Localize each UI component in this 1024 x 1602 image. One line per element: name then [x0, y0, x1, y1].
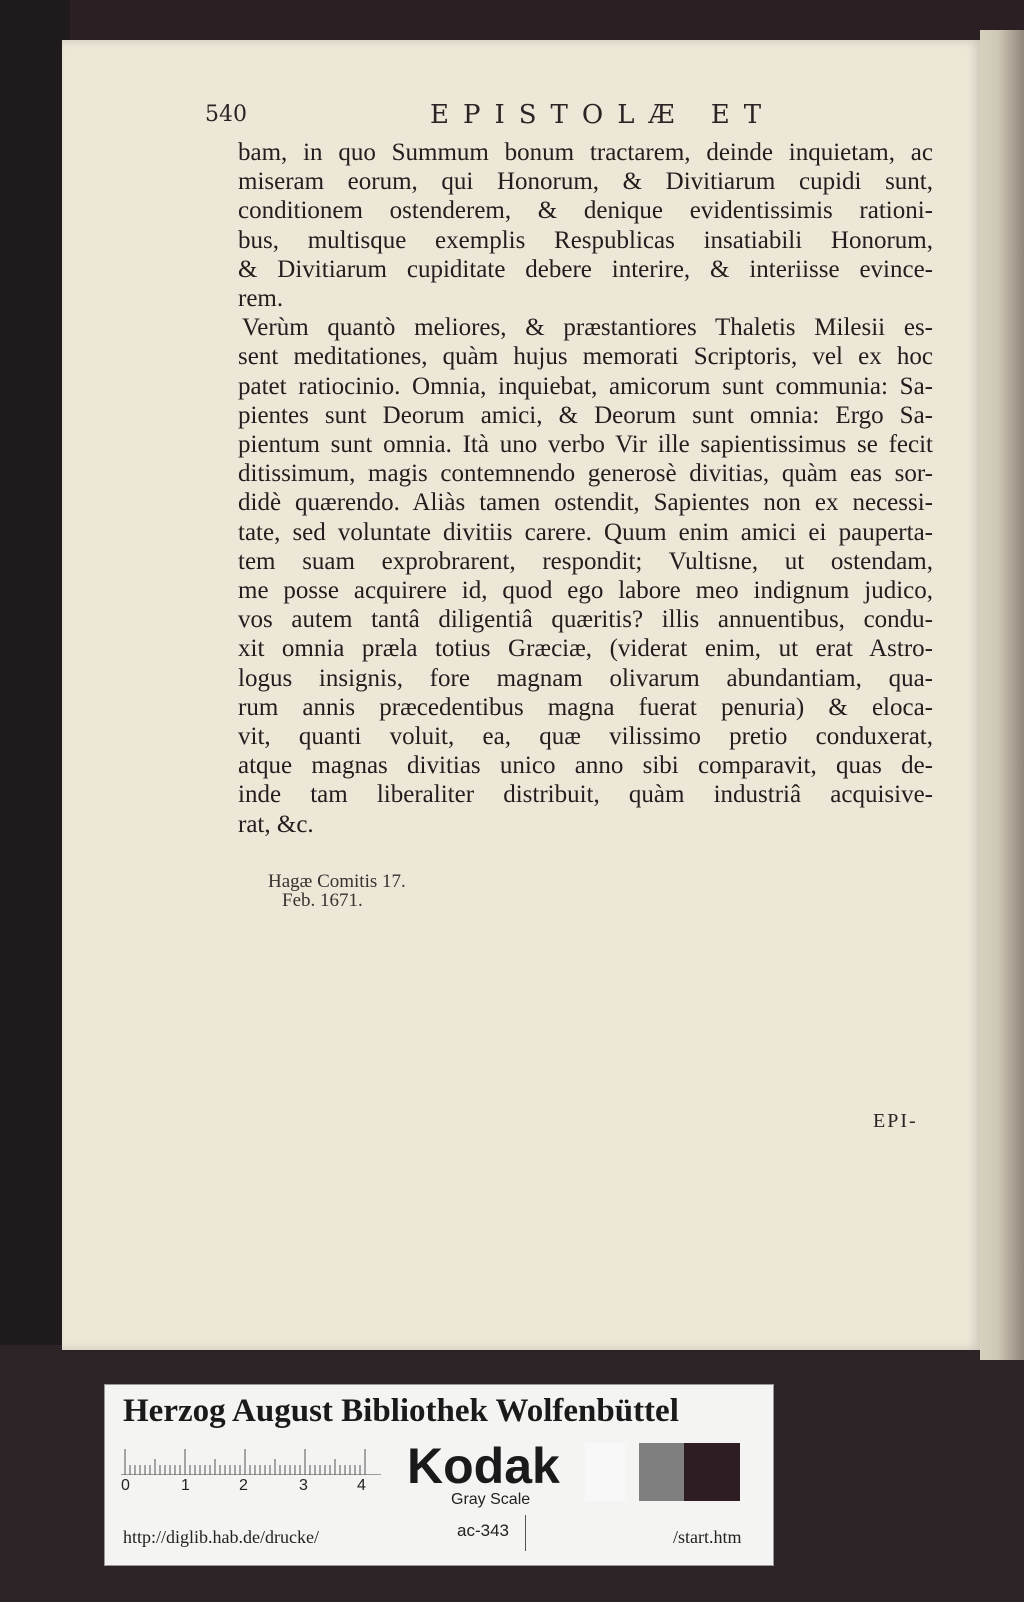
text-line: logus insignis, fore magnam olivarum abundantiam, qua-: [238, 664, 933, 692]
page-header: [205, 100, 945, 136]
text-line: ditissimum, magis contemnendo generosè divitias, quàm eas sor-: [238, 460, 933, 488]
library-title: Herzog August Bibliothek Wolfenbüttel: [123, 1393, 679, 1429]
gray-swatch-mid: [639, 1443, 684, 1501]
url-left: http://diglib.hab.de/drucke/: [123, 1527, 319, 1547]
text-line: patet ratiocinio. Omnia, inquiebat, amicorum sunt communia: Sa-: [238, 372, 933, 400]
text-line: vos autem tantâ diligentiâ quæritis? illis annuentibus, condu-: [238, 606, 933, 634]
page-number: 540: [205, 102, 247, 127]
dateline-date: Feb. 1671.: [282, 890, 363, 911]
catchword: EPI-: [873, 1110, 918, 1132]
body-text: [238, 138, 933, 839]
text-line: tate, sed voluntate divitiis carere. Quum enim amici ei pauperta-: [238, 518, 933, 546]
text-line: xit omnia præla totius Græciæ, (viderat enim, ut erat Astro-: [238, 635, 933, 663]
text-line: sent meditationes, quàm hujus memorati Scriptoris, vel ex hoc: [238, 343, 933, 371]
text-line: tem suam exprobrarent, respondit; Vultisne, ut ostendam,: [238, 547, 933, 575]
text-line: inde tam liberaliter distribuit, quàm industriâ acquisive-: [238, 781, 933, 809]
ruler-number: 1: [181, 1477, 190, 1494]
text-line: miseram eorum, qui Honorum, & Divitiarum cupidi sunt,: [238, 168, 933, 196]
text-line: rat, &c.: [238, 810, 314, 838]
gray-scale-label: Gray Scale: [451, 1491, 531, 1508]
shelfmark-code: ac-343: [457, 1521, 509, 1540]
text-line: conditionem ostenderem, & denique evidentissimis rationi-: [238, 197, 933, 225]
running-head: EPISTOLÆ ET: [430, 100, 776, 130]
ruler-scale: [121, 1445, 381, 1475]
text-line: & Divitiarum cupiditate debere interire, & interiisse evince-: [238, 255, 933, 283]
ruler-number: 2: [239, 1477, 248, 1494]
ruler-number: 4: [357, 1477, 366, 1494]
ruler-number: 0: [121, 1477, 130, 1494]
dateline: [268, 872, 406, 910]
text-line: bam, in quo Summum bonum tractarem, deinde inquietam, ac: [238, 139, 933, 166]
text-line: atque magnas divitias unico anno sibi comparavit, quas de-: [238, 752, 933, 780]
text-line: me posse acquirere id, quod ego labore meo indignum judico,: [238, 577, 933, 605]
text-line: rum annis præcedentibus magna fuerat penuria) & eloca-: [238, 693, 933, 721]
text-line: didè quærendo. Aliàs tamen ostendit, Sapientes non ex necessi-: [238, 489, 933, 517]
ruler-numbers: [121, 1477, 381, 1497]
text-line: pientum sunt omnia. Ità uno verbo Vir ille sapientissimus se fecit: [238, 431, 933, 459]
text-line: Verùm quantò meliores, & præstantiores Thaletis Milesii es-: [242, 314, 933, 342]
dateline-place: Hagæ Comitis 17.: [268, 871, 406, 892]
text-line: pientes sunt Deorum amici, & Deorum sunt omnia: Ergo Sa-: [238, 401, 933, 429]
paragraph-1: [238, 138, 933, 313]
page-edge: [980, 30, 1024, 1360]
calibration-card: [104, 1384, 774, 1566]
kodak-logo: Kodak: [407, 1438, 560, 1494]
text-line: vit, quanti voluit, ea, quæ vilissimo pretio conduxerat,: [238, 723, 933, 751]
url-right: /start.htm: [673, 1527, 742, 1547]
ruler-number: 3: [299, 1477, 308, 1494]
gray-swatch-dark: [684, 1443, 740, 1501]
gray-swatch-white: [585, 1443, 625, 1501]
code-divider: [525, 1515, 526, 1551]
text-line: bus, multisque exemplis Respublicas insatiabili Honorum,: [238, 226, 933, 254]
paragraph-2: [238, 313, 933, 839]
text-line: rem.: [238, 285, 284, 313]
